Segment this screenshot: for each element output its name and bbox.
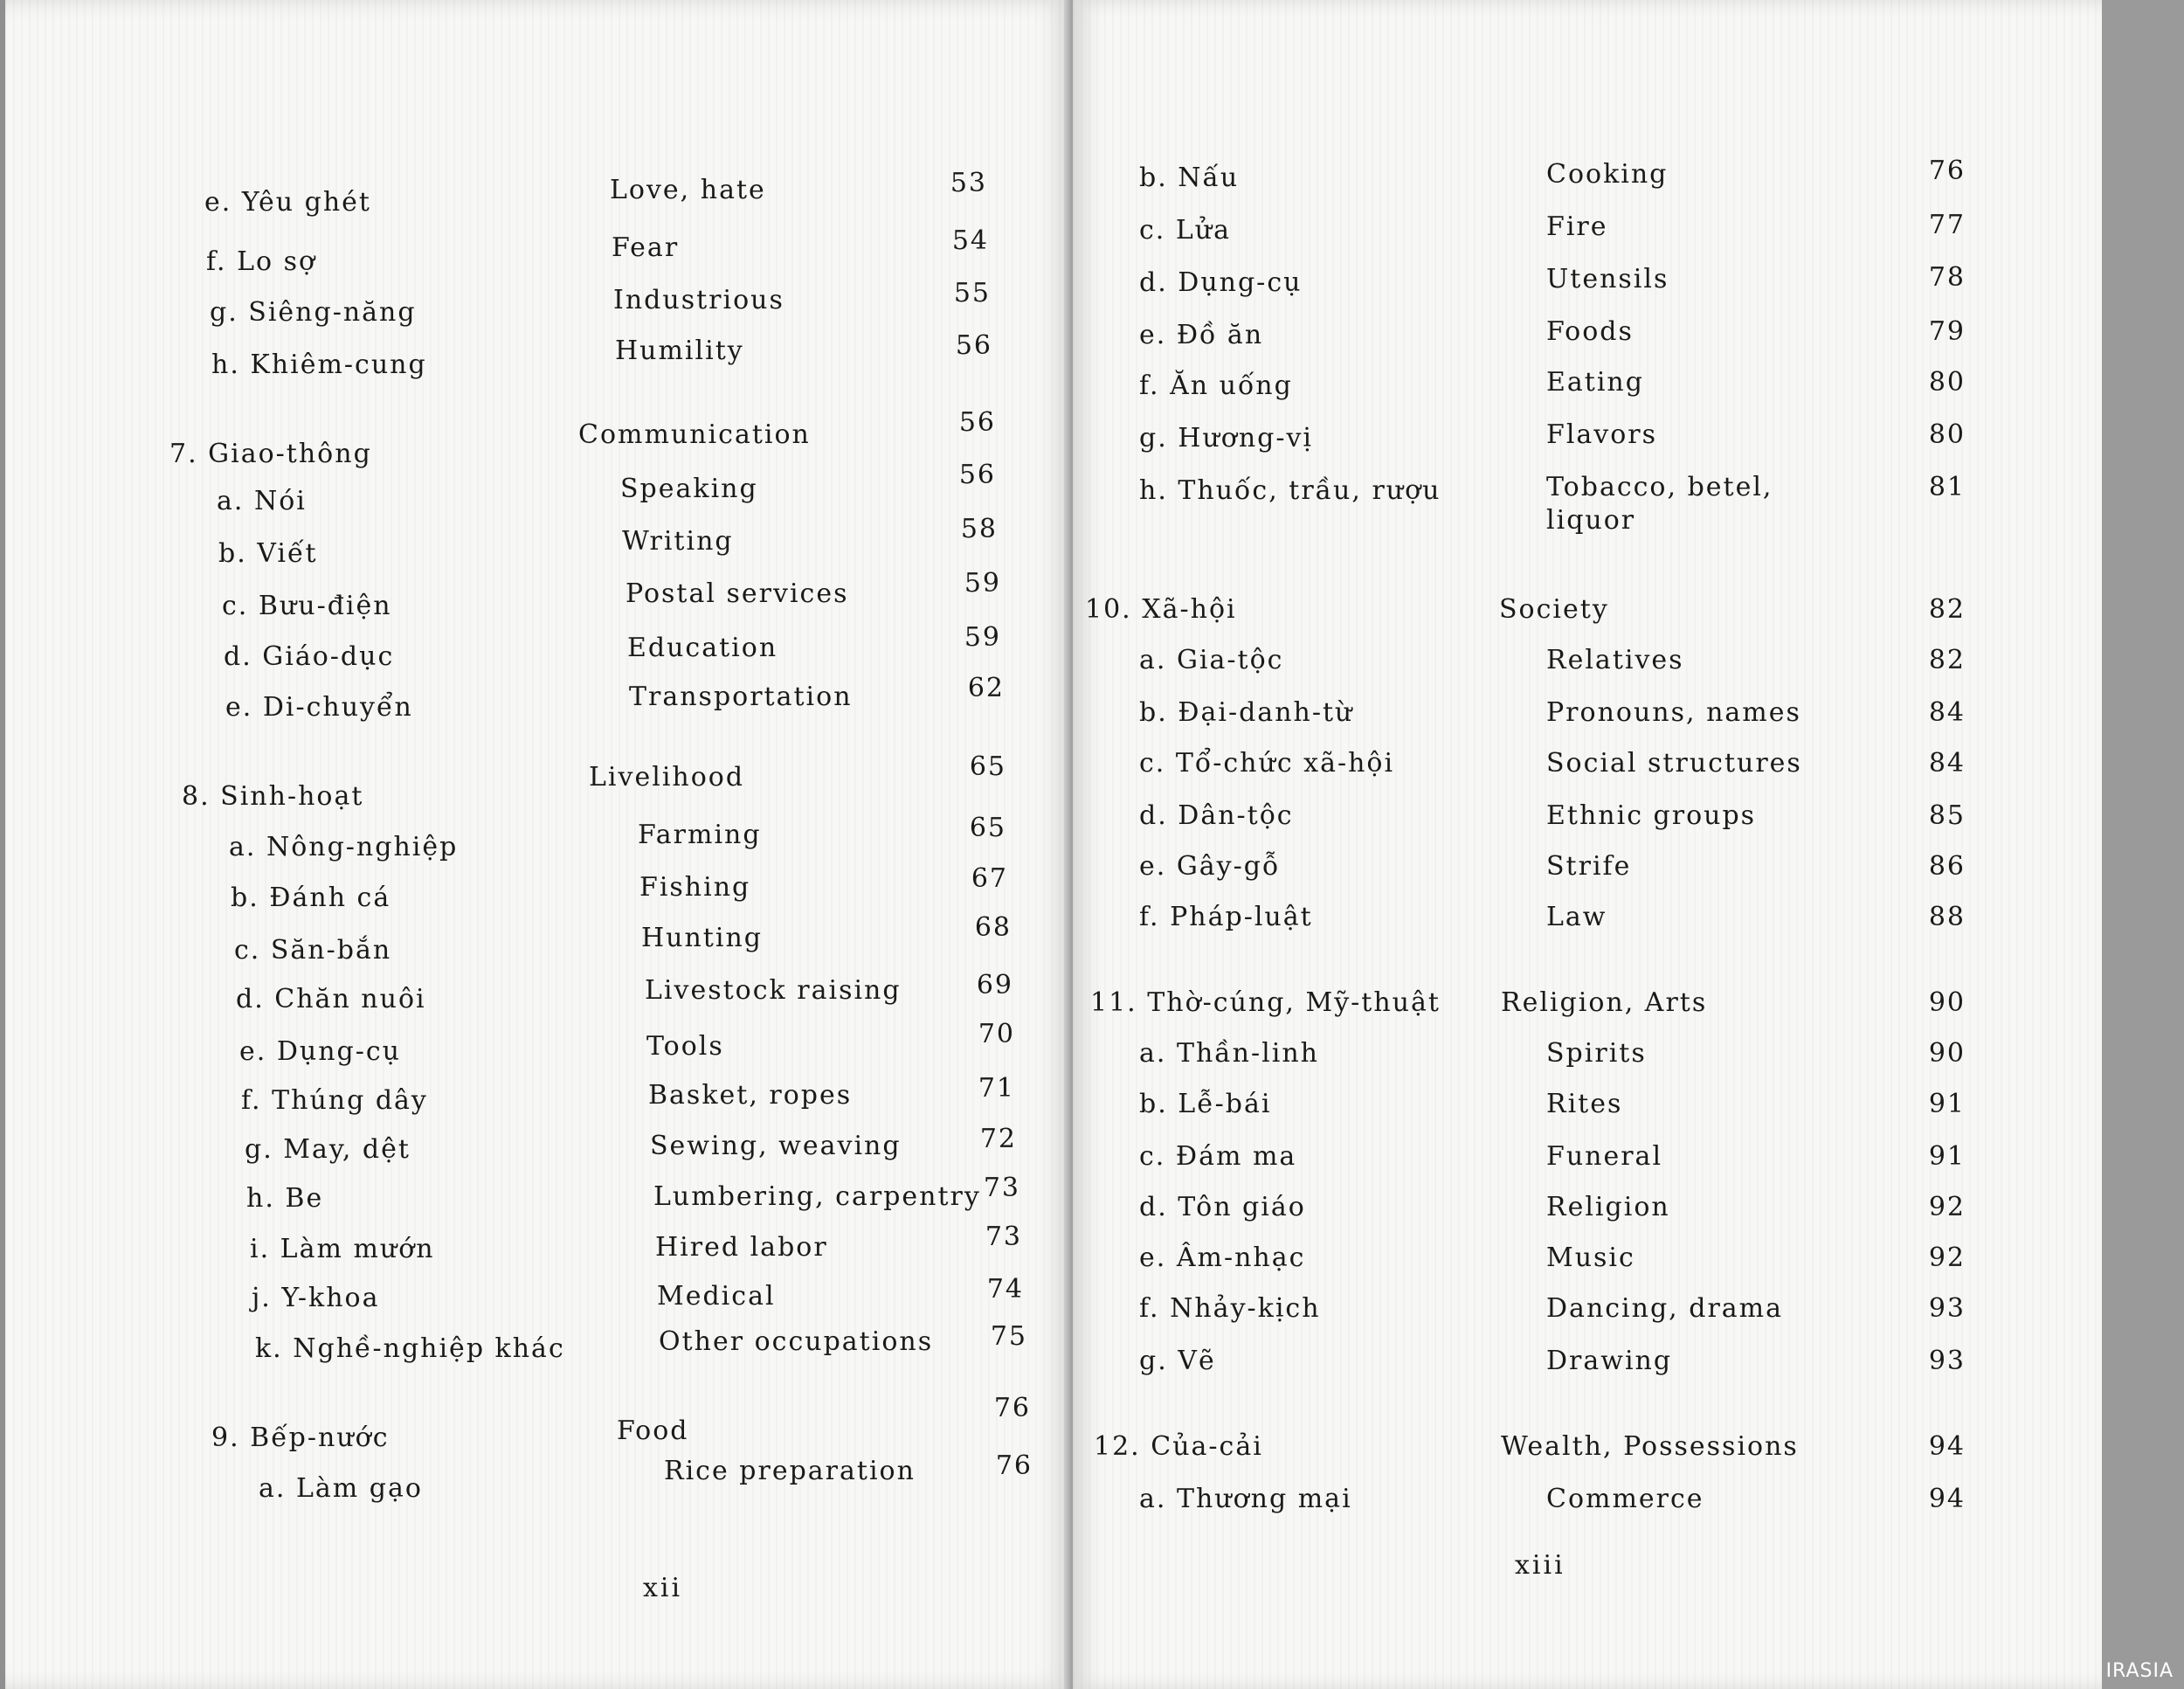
toc-entry-en: Social structures [1546, 748, 1802, 779]
toc-entry-page: 71 [978, 1073, 1015, 1104]
toc-entry-en: Ethnic groups [1546, 800, 1757, 831]
toc-entry-page: 78 [1928, 262, 1966, 293]
toc-entry-en: Rites [1546, 1089, 1623, 1119]
toc-entry-vn: e. Yêu ghét [204, 187, 371, 218]
toc-entry-en: Postal services [625, 578, 849, 609]
toc-entry-vn: e. Dụng-cụ [239, 1036, 401, 1067]
toc-entry-en: Love, hate [610, 175, 766, 205]
toc-section-en: Wealth, Possessions [1501, 1431, 1799, 1462]
toc-entry-vn: a. Nông-nghiệp [229, 832, 459, 862]
toc-entry-vn: e. Gây-gỗ [1139, 851, 1281, 882]
toc-entry-vn: e. Âm-nhạc [1139, 1243, 1306, 1273]
toc-entry-en: Fire [1546, 211, 1608, 242]
toc-entry-page: 79 [1928, 316, 1966, 347]
toc-entry-vn: c. Đám ma [1139, 1141, 1297, 1172]
toc-entry-vn: e. Đồ ăn [1139, 320, 1264, 350]
toc-entry-vn: a. Làm gạo [259, 1473, 423, 1504]
toc-entry-en: Education [627, 633, 778, 663]
toc-entry-en: Farming [638, 820, 762, 850]
toc-entry-page: 65 [969, 751, 1006, 782]
toc-entry-vn: d. Dụng-cụ [1139, 267, 1303, 298]
toc-entry-page: 62 [967, 673, 1005, 703]
toc-section-vn: 12. Của-cải [1094, 1431, 1263, 1462]
toc-entry-page: 69 [976, 970, 1013, 1000]
toc-entry-page: 54 [951, 225, 989, 256]
toc-section-vn: 11. Thờ-cúng, Mỹ-thuật [1090, 987, 1441, 1018]
toc-entry-vn: k. Nghề-nghiệp khác [255, 1333, 565, 1364]
toc-entry-vn: f. Pháp-luật [1139, 902, 1313, 932]
toc-entry-en: Music [1546, 1243, 1635, 1273]
toc-entry-en: Hired labor [655, 1232, 828, 1263]
toc-entry-page: 82 [1928, 594, 1966, 625]
toc-entry-page: 84 [1928, 748, 1966, 779]
background-strip [2097, 0, 2184, 1689]
toc-entry-en: Speaking [620, 474, 758, 504]
toc-entry-en: Fishing [639, 872, 751, 903]
toc-entry-en: Rice preparation [664, 1456, 916, 1486]
toc-section-vn: 7. Giao-thông [169, 439, 372, 469]
toc-entry-en: Commerce [1546, 1484, 1704, 1514]
toc-entry-en: Tobacco, betel, [1546, 472, 1773, 502]
toc-entry-en: Tools [646, 1031, 724, 1062]
toc-entry-page: 76 [1928, 156, 1966, 186]
toc-entry-en: Utensils [1546, 264, 1669, 294]
toc-entry-page: 94 [1928, 1431, 1966, 1462]
toc-entry-vn: h. Thuốc, trầu, rượu [1139, 475, 1441, 506]
toc-entry-vn: a. Gia-tộc [1139, 645, 1284, 675]
toc-entry-en: Eating [1546, 367, 1644, 398]
toc-entry-page: 58 [960, 514, 998, 544]
toc-entry-vn: e. Di-chuyển [225, 692, 413, 723]
toc-entry-vn: a. Nói [217, 486, 307, 516]
toc-entry-vn: i. Làm mướn [250, 1234, 435, 1264]
toc-entry-page: 70 [978, 1019, 1015, 1049]
toc-entry-page: 68 [974, 912, 1012, 943]
right-page [1073, 0, 2102, 1689]
toc-entry-vn: d. Tôn giáo [1139, 1192, 1306, 1222]
toc-entry-page: 74 [986, 1274, 1024, 1305]
toc-entry-vn: b. Nấu [1139, 163, 1240, 193]
toc-section-en: Communication [578, 419, 811, 450]
toc-section-en: Livelihood [589, 762, 745, 793]
toc-entry-page: 59 [964, 622, 1001, 653]
toc-entry-en: Cooking [1546, 159, 1669, 190]
toc-entry-page: 85 [1928, 800, 1966, 831]
toc-entry-page: 90 [1928, 987, 1966, 1018]
toc-entry-page: 76 [995, 1450, 1033, 1481]
toc-entry-page: 73 [983, 1173, 1020, 1203]
toc-entry-en: Other occupations [659, 1326, 934, 1357]
toc-entry-vn: h. Khiêm-cung [211, 350, 427, 380]
toc-entry-vn: c. Lửa [1139, 215, 1232, 246]
toc-entry-page: 86 [1928, 851, 1966, 882]
toc-entry-vn: c. Bưu-điện [222, 591, 392, 621]
toc-section-vn: 10. Xã-hội [1085, 594, 1237, 625]
toc-entry-page: 88 [1928, 902, 1966, 932]
toc-entry-page: 65 [969, 813, 1006, 843]
toc-entry-page: 80 [1928, 367, 1966, 398]
page-number: xiii [1515, 1550, 1565, 1581]
toc-entry-page: 72 [979, 1124, 1017, 1154]
toc-entry-page: 91 [1928, 1089, 1966, 1119]
toc-entry-page: 82 [1928, 645, 1966, 675]
toc-entry-en: Lumbering, carpentry [653, 1181, 981, 1212]
toc-entry-vn: f. Thúng dây [241, 1085, 428, 1116]
toc-entry-en-continued: liquor [1546, 505, 1636, 536]
toc-entry-vn: b. Đại-danh-từ [1139, 697, 1354, 728]
toc-entry-en: Industrious [613, 285, 784, 315]
toc-entry-vn: f. Ăn uống [1139, 370, 1293, 401]
toc-entry-page: 55 [953, 278, 991, 308]
toc-entry-vn: a. Thương mại [1139, 1484, 1352, 1514]
toc-entry-en: Relatives [1546, 645, 1684, 675]
toc-entry-en: Medical [657, 1281, 776, 1312]
toc-entry-en: Religion [1546, 1192, 1670, 1222]
toc-section-vn: 8. Sinh-hoạt [182, 781, 364, 812]
toc-section-en: Food [617, 1416, 689, 1446]
toc-entry-vn: b. Lễ-bái [1139, 1089, 1272, 1119]
toc-entry-vn: b. Viết [218, 538, 318, 569]
toc-entry-vn: f. Nhảy-kịch [1139, 1293, 1321, 1324]
toc-entry-en: Writing [622, 526, 734, 557]
toc-section-en: Society [1499, 594, 1609, 625]
toc-entry-en: Basket, ropes [648, 1080, 853, 1111]
toc-entry-en: Pronouns, names [1546, 697, 1801, 728]
toc-entry-en: Hunting [641, 923, 763, 953]
toc-entry-en: Humility [615, 336, 744, 366]
toc-entry-en: Livestock raising [645, 975, 902, 1006]
toc-entry-page: 93 [1928, 1293, 1966, 1324]
toc-entry-page: 56 [955, 330, 992, 361]
toc-entry-en: Drawing [1546, 1346, 1673, 1376]
toc-entry-vn: g. May, dệt [245, 1134, 411, 1165]
toc-section-en: Religion, Arts [1501, 987, 1708, 1018]
page-number: xii [643, 1573, 683, 1603]
left-page [5, 0, 1073, 1689]
toc-entry-page: 93 [1928, 1346, 1966, 1376]
toc-entry-en: Transportation [629, 682, 853, 712]
toc-entry-vn: g. Siêng-năng [210, 297, 417, 328]
toc-entry-vn: g. Hương-vị [1139, 423, 1314, 453]
toc-section-vn: 9. Bếp-nước [211, 1422, 390, 1453]
toc-entry-vn: f. Lo sợ [206, 246, 317, 277]
toc-entry-en: Sewing, weaving [650, 1131, 902, 1161]
toc-entry-page: 84 [1928, 697, 1966, 728]
toc-entry-vn: b. Đánh cá [231, 883, 391, 913]
toc-entry-en: Strife [1546, 851, 1632, 882]
toc-entry-page: 80 [1928, 419, 1966, 450]
toc-entry-page: 91 [1928, 1141, 1966, 1172]
toc-entry-en: Flavors [1546, 419, 1658, 450]
toc-entry-vn: j. Y-khoa [252, 1283, 380, 1313]
toc-entry-en: Law [1546, 902, 1607, 932]
toc-entry-page: 92 [1928, 1192, 1966, 1222]
toc-entry-en: Dancing, drama [1546, 1293, 1784, 1324]
toc-entry-vn: d. Chăn nuôi [236, 984, 426, 1014]
toc-entry-en: Funeral [1546, 1141, 1663, 1172]
source-watermark: IRASIA [2105, 1660, 2174, 1682]
toc-entry-vn: d. Dân-tộc [1139, 800, 1294, 831]
toc-entry-vn: h. Be [246, 1183, 324, 1214]
toc-entry-page: 94 [1928, 1484, 1966, 1514]
toc-entry-page: 56 [958, 460, 996, 490]
toc-entry-vn: g. Vẽ [1139, 1346, 1216, 1376]
toc-entry-page: 90 [1928, 1038, 1966, 1069]
toc-entry-page: 92 [1928, 1243, 1966, 1273]
toc-entry-en: Fear [612, 232, 680, 263]
toc-entry-page: 76 [993, 1393, 1031, 1423]
toc-entry-vn: a. Thần-linh [1139, 1038, 1319, 1069]
toc-entry-page: 67 [971, 863, 1008, 894]
toc-entry-en: Spirits [1546, 1038, 1647, 1069]
toc-entry-page: 73 [985, 1222, 1022, 1252]
toc-entry-vn: c. Tổ-chức xã-hội [1139, 748, 1395, 779]
toc-entry-page: 59 [964, 568, 1001, 599]
toc-entry-en: Foods [1546, 316, 1634, 347]
toc-entry-page: 77 [1928, 210, 1966, 240]
toc-entry-vn: c. Săn-bắn [234, 935, 392, 966]
toc-entry-page: 56 [958, 407, 996, 438]
toc-entry-vn: d. Giáo-dục [224, 641, 395, 672]
toc-entry-page: 81 [1928, 472, 1966, 502]
toc-entry-page: 75 [990, 1321, 1027, 1352]
toc-entry-page: 53 [950, 168, 987, 198]
